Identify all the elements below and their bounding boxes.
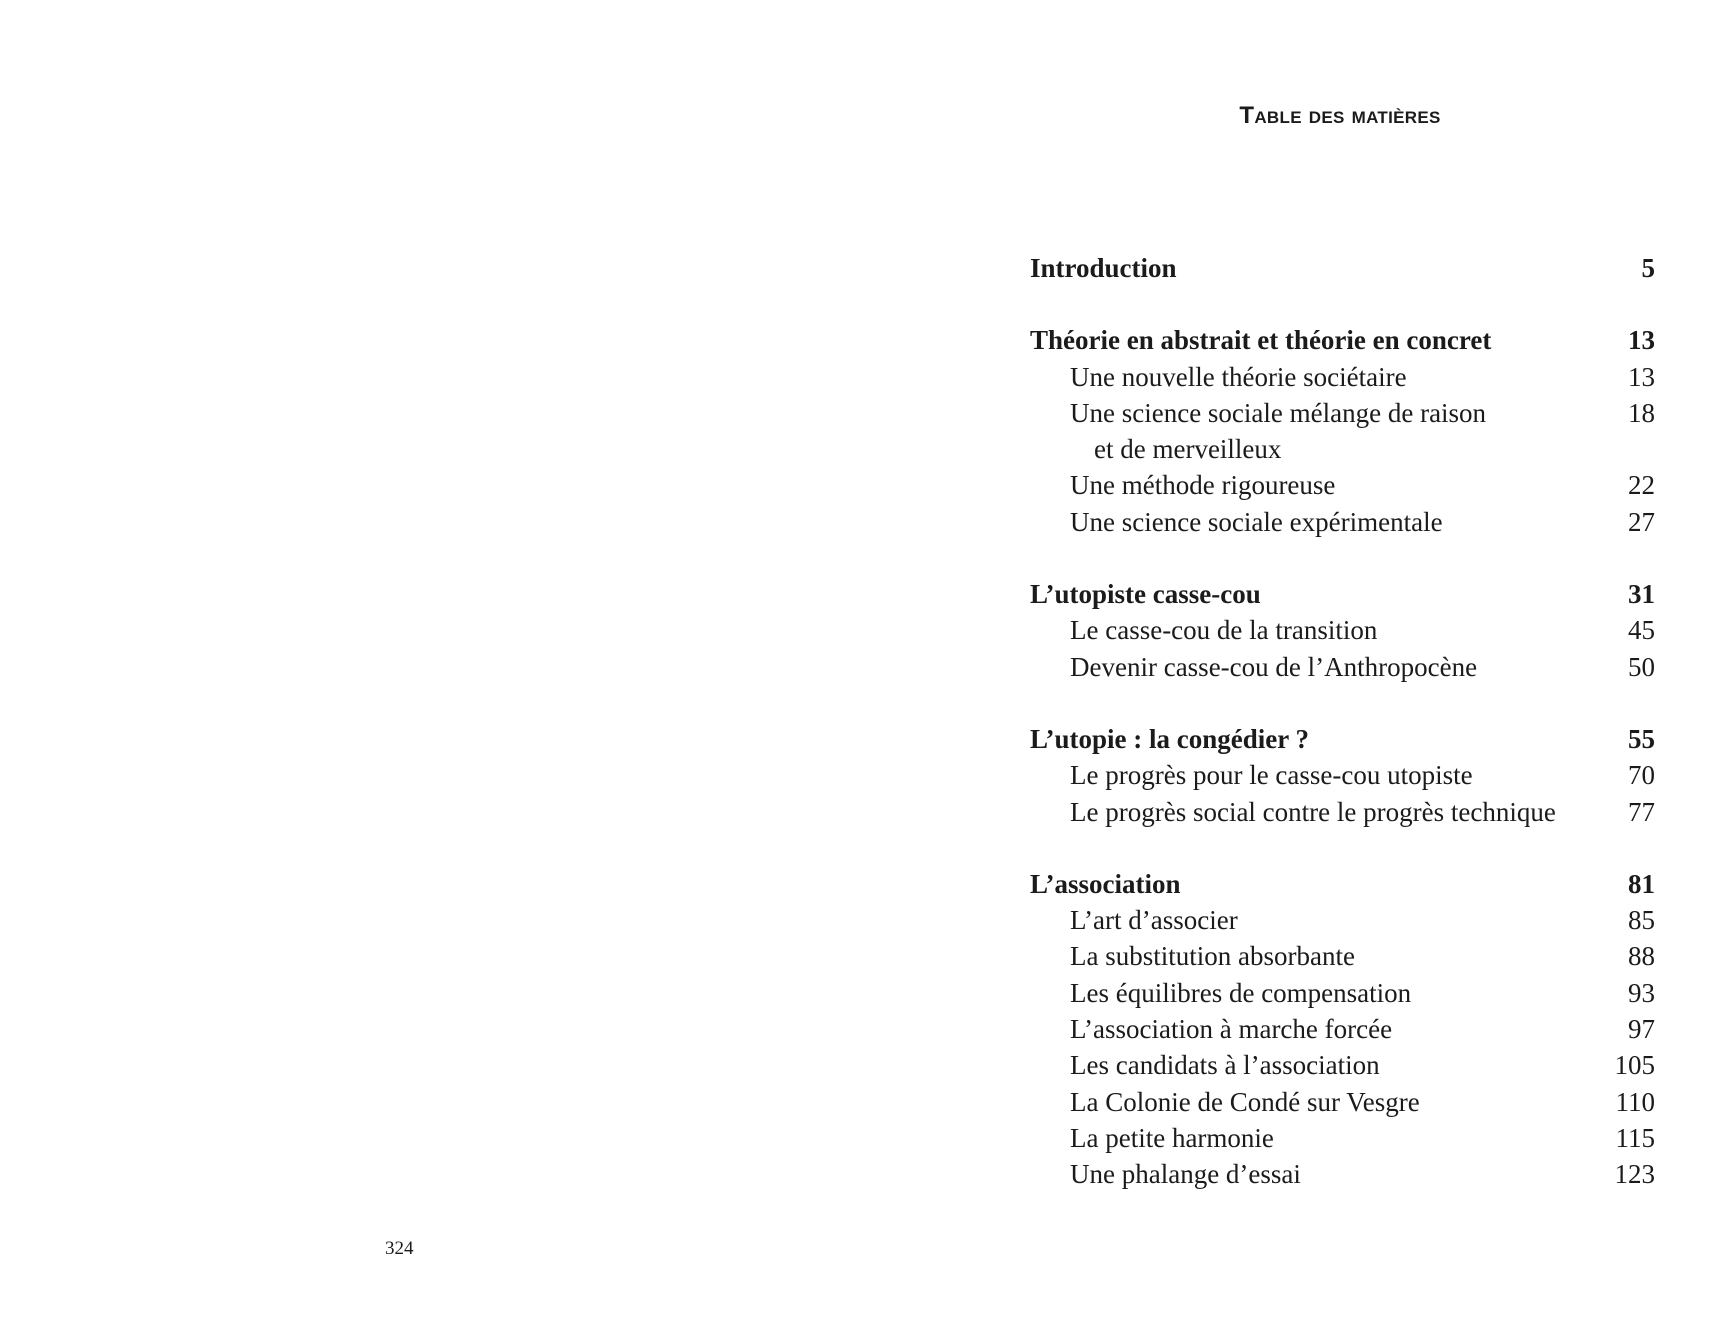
chapter-page: 55 [1628, 723, 1655, 754]
entry-title: Devenir casse-cou de l’Anthropocène [1070, 651, 1478, 682]
entry-title: Une nouvelle théorie sociétaire [1070, 361, 1407, 392]
left-page-number: 324 [385, 1238, 414, 1259]
chapter-page: 81 [1628, 868, 1655, 899]
entry-title: Une méthode rigoureuse [1070, 470, 1336, 501]
toc-entry-row [1030, 649, 1655, 685]
toc-entry-row [1030, 395, 1655, 468]
toc-chapter-row [1030, 322, 1655, 358]
entry-title [1030, 395, 1486, 468]
entry-page: 22 [1628, 470, 1655, 501]
toc-entry-row [1030, 1084, 1655, 1120]
toc-entry-row [1030, 612, 1655, 648]
entry-page: 115 [1615, 1122, 1655, 1153]
entry-title-line2: et de merveilleux [1094, 434, 1282, 465]
toc-section-theorie [1030, 322, 1655, 540]
chapter-title: Théorie en abstrait et théorie en concret [1030, 325, 1492, 356]
chapter-page: 31 [1628, 579, 1655, 610]
toc-title: Table des matières [1239, 102, 1441, 129]
entry-title: Les équilibres de compensation [1070, 977, 1412, 1008]
entry-page: 88 [1628, 941, 1655, 972]
toc-entry-row [1030, 1011, 1655, 1047]
toc-chapter-row [1030, 250, 1655, 286]
entry-page: 97 [1628, 1014, 1655, 1045]
entry-title: L’art d’associer [1070, 905, 1238, 936]
entry-page: 50 [1628, 651, 1655, 682]
entry-page: 13 [1628, 361, 1655, 392]
table-of-contents [1030, 250, 1655, 1229]
toc-entry-row [1030, 975, 1655, 1011]
toc-section-introduction [1030, 250, 1655, 286]
entry-title: Les candidats à l’association [1070, 1050, 1380, 1081]
toc-chapter-row [1030, 721, 1655, 757]
toc-entry-row [1030, 902, 1655, 938]
entry-page: 123 [1614, 1159, 1655, 1190]
toc-chapter-row [1030, 576, 1655, 612]
entry-title: Le casse-cou de la transition [1070, 615, 1378, 646]
entry-title: La Colonie de Condé sur Vesgre [1070, 1086, 1420, 1117]
entry-page: 85 [1628, 905, 1655, 936]
toc-entry-row [1030, 794, 1655, 830]
toc-entry-row [1030, 1156, 1655, 1192]
entry-page: 105 [1614, 1050, 1655, 1081]
toc-entry-row [1030, 467, 1655, 503]
chapter-page: 5 [1641, 253, 1655, 283]
entry-title: Une phalange d’essai [1070, 1159, 1301, 1190]
toc-entry-row [1030, 504, 1655, 540]
entry-page: 93 [1628, 977, 1655, 1008]
entry-page: 18 [1628, 397, 1655, 428]
toc-section-utopie [1030, 721, 1655, 830]
chapter-title: L’association [1030, 868, 1181, 899]
toc-chapter-row [1030, 866, 1655, 902]
entry-title: Le progrès social contre le progrès technique [1070, 796, 1556, 827]
chapter-page: 13 [1628, 325, 1655, 356]
entry-page: 77 [1628, 796, 1655, 827]
chapter-title: L’utopie : la congédier ? [1030, 723, 1310, 754]
toc-entry-row [1030, 757, 1655, 793]
entry-title: Le progrès pour le casse-cou utopiste [1070, 760, 1473, 791]
entry-page: 70 [1628, 760, 1655, 791]
toc-entry-row [1030, 1047, 1655, 1083]
toc-entry-row [1030, 359, 1655, 395]
entry-title-line1: Une science sociale mélange de raison [1070, 397, 1487, 428]
entry-page: 27 [1628, 506, 1655, 537]
entry-title: L’association à marche forcée [1070, 1014, 1393, 1045]
entry-title: Une science sociale expérimentale [1070, 506, 1443, 537]
toc-entry-row [1030, 1120, 1655, 1156]
toc-section-utopiste [1030, 576, 1655, 685]
chapter-title: Introduction [1030, 253, 1177, 283]
toc-entry-row [1030, 938, 1655, 974]
entry-title: La substitution absorbante [1070, 941, 1355, 972]
entry-title: La petite harmonie [1070, 1122, 1274, 1153]
toc-section-association [1030, 866, 1655, 1193]
chapter-title: L’utopiste casse-cou [1030, 579, 1261, 610]
entry-page: 110 [1615, 1086, 1655, 1117]
entry-page: 45 [1628, 615, 1655, 646]
